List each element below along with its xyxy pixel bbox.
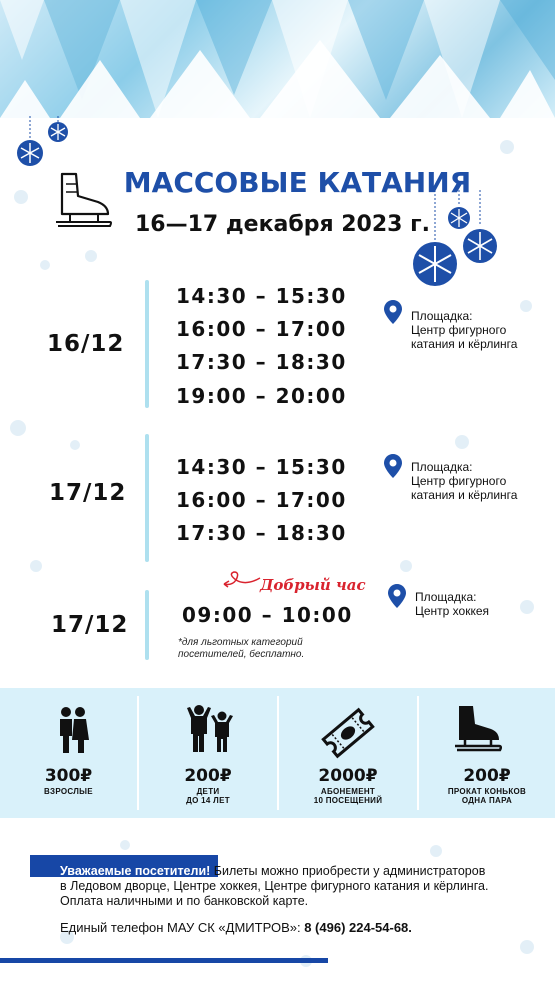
footer-stripe (0, 958, 328, 963)
ice-banner (0, 0, 555, 118)
snow-dot (30, 560, 42, 572)
session-time: 17:30 – 18:30 (176, 521, 347, 545)
location-pin-icon (384, 300, 402, 324)
snowflake-ornament-icon (410, 190, 500, 290)
snow-dot (430, 845, 442, 857)
venue-label: Площадка: (411, 309, 473, 323)
price-label-line: ДО 14 ЛЕТ (186, 796, 230, 805)
price-label (139, 787, 277, 805)
footer-highlight: Уважаемые посетители! (60, 864, 211, 878)
session-time: 16:00 – 17:00 (176, 317, 347, 341)
session-divider (145, 590, 149, 660)
venue-info (411, 460, 531, 502)
snow-dot (85, 250, 97, 262)
footer-line-3: Оплата наличными и по банковской карте. (60, 894, 309, 908)
session-time: 19:00 – 20:00 (176, 384, 347, 408)
page-subtitle: 16—17 декабря 2023 г. (135, 212, 430, 237)
session-time: 17:30 – 18:30 (176, 350, 347, 374)
ticket-icon (319, 704, 377, 762)
swirl-arrow-icon (222, 570, 262, 590)
session-time: 09:00 – 10:00 (182, 603, 353, 627)
footer-phone-line (60, 920, 550, 935)
session-time: 16:00 – 17:00 (176, 488, 347, 512)
price-card-subscription (279, 688, 417, 818)
session-divider (145, 434, 149, 562)
price-card-adults (0, 688, 137, 818)
price-amount: 300₽ (44, 766, 93, 786)
price-label (0, 787, 137, 796)
snow-dot (500, 140, 514, 154)
ice-triangles (0, 0, 555, 118)
snow-dot (455, 435, 469, 449)
skate-icon (453, 704, 503, 752)
venue-name: Центр фигурного катания и кёрлинга (411, 323, 518, 351)
children-icon (185, 704, 235, 754)
price-label (279, 787, 417, 805)
venue-info (411, 309, 531, 351)
couple-icon (56, 706, 90, 754)
price-amount: 200₽ (184, 766, 232, 786)
page-title: МАССОВЫЕ КАТАНИЯ (123, 166, 472, 199)
session-time: 14:30 – 15:30 (176, 455, 347, 479)
location-pin-icon (388, 584, 406, 608)
snow-dot (520, 940, 534, 954)
session-time: 14:30 – 15:30 (176, 284, 347, 308)
location-pin-icon (384, 454, 402, 478)
price-card-rental (419, 688, 555, 818)
venue-label: Площадка: (415, 590, 477, 604)
snow-dot (40, 260, 50, 270)
price-panel (0, 688, 555, 818)
session-date: 16/12 (47, 331, 125, 357)
session-divider (145, 280, 149, 408)
snowflake-ornament-icon (14, 116, 78, 172)
price-label-line: ВЗРОСЛЫЕ (44, 787, 93, 796)
snow-dot (400, 560, 412, 572)
phone-label: Единый телефон МАУ СК «ДМИТРОВ»: (60, 920, 301, 935)
venue-label: Площадка: (411, 460, 473, 474)
snow-dot (70, 440, 80, 450)
price-label-line: ОДНА ПАРА (461, 796, 513, 805)
price-label (419, 787, 555, 805)
price-label-line: ПРОКАТ КОНЬКОВ (447, 787, 527, 796)
session-date: 17/12 (51, 612, 129, 638)
price-amount: 200₽ (463, 766, 511, 786)
price-amount: 2000₽ (318, 766, 378, 786)
venue-name: Центр хоккея (415, 604, 490, 618)
footer-line-2: в Ледовом дворце, Центре хоккея, Центре фигурного катания и кёрлинга. (60, 879, 489, 893)
session-date: 17/12 (49, 480, 127, 506)
price-label-line: АБОНЕМЕНТ (320, 787, 376, 796)
price-card-children (139, 688, 277, 818)
venue-name: Центр фигурного катания и кёрлинга (411, 474, 518, 502)
discount-note: *для льготных категорий посетителей, бесплатно. (178, 637, 305, 660)
price-label-line: ДЕТИ (196, 787, 220, 796)
snow-dot (120, 840, 130, 850)
footer-line-1-rest: Билеты можно приобрести у администраторов (210, 864, 486, 878)
venue-info (415, 590, 535, 618)
footer-line-1 (60, 864, 550, 879)
price-label-line: 10 ПОСЕЩЕНИЙ (313, 796, 383, 805)
snow-dot (10, 420, 26, 436)
good-hour-badge: Добрый час (260, 576, 366, 594)
phone-number: 8 (496) 224-54-68. (304, 920, 412, 935)
